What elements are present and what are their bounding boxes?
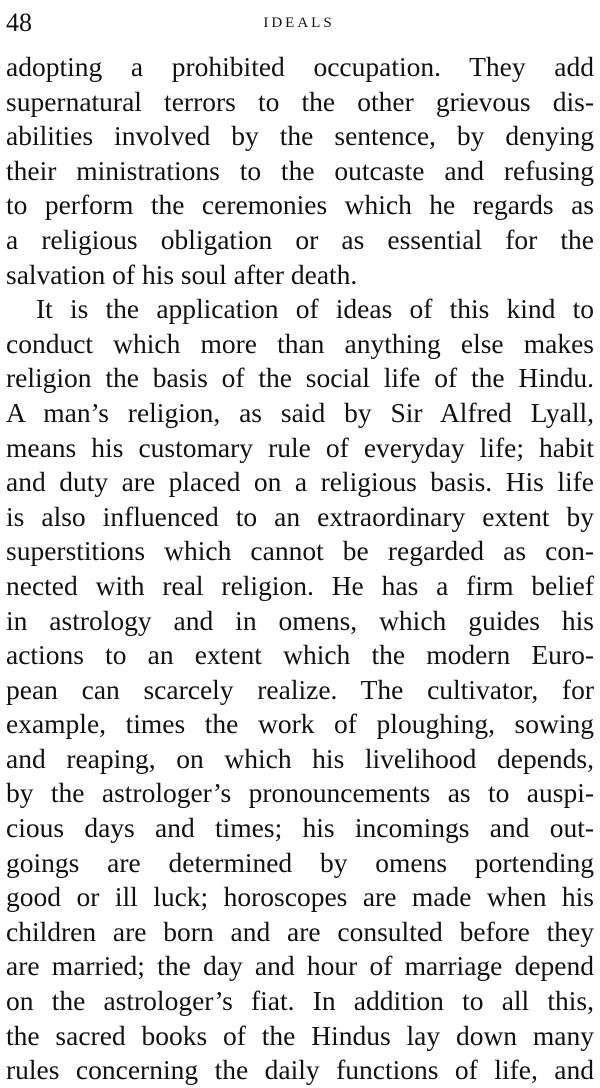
text-line: by the astrologer’s pronouncements as to auspi- bbox=[6, 777, 594, 809]
page-header bbox=[6, 6, 592, 40]
text-line: is also influenced to an extraordinary extent by bbox=[6, 500, 594, 532]
text-line: a religious obligation or as essential for the bbox=[6, 223, 594, 255]
text-line: and duty are placed on a religious basis. His life bbox=[6, 466, 594, 498]
text-line: means his customary rule of everyday life; habit bbox=[6, 431, 594, 463]
text-line: actions to an extent which the modern Euro- bbox=[6, 639, 594, 671]
text-line: their ministrations to the outcaste and refusing bbox=[6, 154, 594, 186]
text-line: superstitions which cannot be regarded as con- bbox=[6, 535, 594, 567]
text-line: A man’s religion, as said by Sir Alfred Lyall, bbox=[6, 396, 594, 428]
running-title: IDEALS bbox=[263, 15, 335, 31]
text-line: religion the basis of the social life of the Hindu. bbox=[6, 362, 594, 394]
text-line: are married; the day and hour of marriage depend bbox=[6, 950, 594, 982]
text-line: adopting a prohibited occupation. They add bbox=[6, 51, 594, 82]
text-line: cious days and times; his incomings and out- bbox=[6, 812, 594, 844]
text-line: rules concerning the daily functions of life, and bbox=[6, 1054, 594, 1086]
text-line: children are born and are consulted before they bbox=[6, 915, 594, 947]
text-line: example, times the work of ploughing, sowing bbox=[6, 708, 594, 740]
body-text bbox=[6, 50, 594, 1088]
text-line: the sacred books of the Hindus lay down many bbox=[6, 1019, 594, 1051]
text-line: in astrology and in omens, which guides his bbox=[6, 604, 594, 636]
text-line: to perform the ceremonies which he regards as bbox=[6, 189, 594, 221]
page-number: 48 bbox=[6, 8, 32, 37]
text-line: conduct which more than anything else makes bbox=[6, 327, 594, 359]
text-line: It is the application of ideas of this kind to bbox=[36, 293, 594, 325]
text-line: on the astrologer’s fiat. In addition to all this, bbox=[6, 985, 594, 1017]
text-line: and reaping, on which his livelihood depends, bbox=[6, 742, 594, 774]
text-line: goings are determined by omens portending bbox=[6, 846, 594, 878]
text-line: good or ill luck; horoscopes are made when his bbox=[6, 881, 594, 913]
text-line: pean can scarcely realize. The cultivator, for bbox=[6, 673, 594, 705]
text-line: supernatural terrors to the other grievous dis- bbox=[6, 85, 594, 117]
text-line: nected with real religion. He has a firm belief bbox=[6, 569, 594, 601]
text-line: salvation of his soul after death. bbox=[6, 258, 358, 290]
text-line: abilities involved by the sentence, by denying bbox=[6, 120, 594, 152]
